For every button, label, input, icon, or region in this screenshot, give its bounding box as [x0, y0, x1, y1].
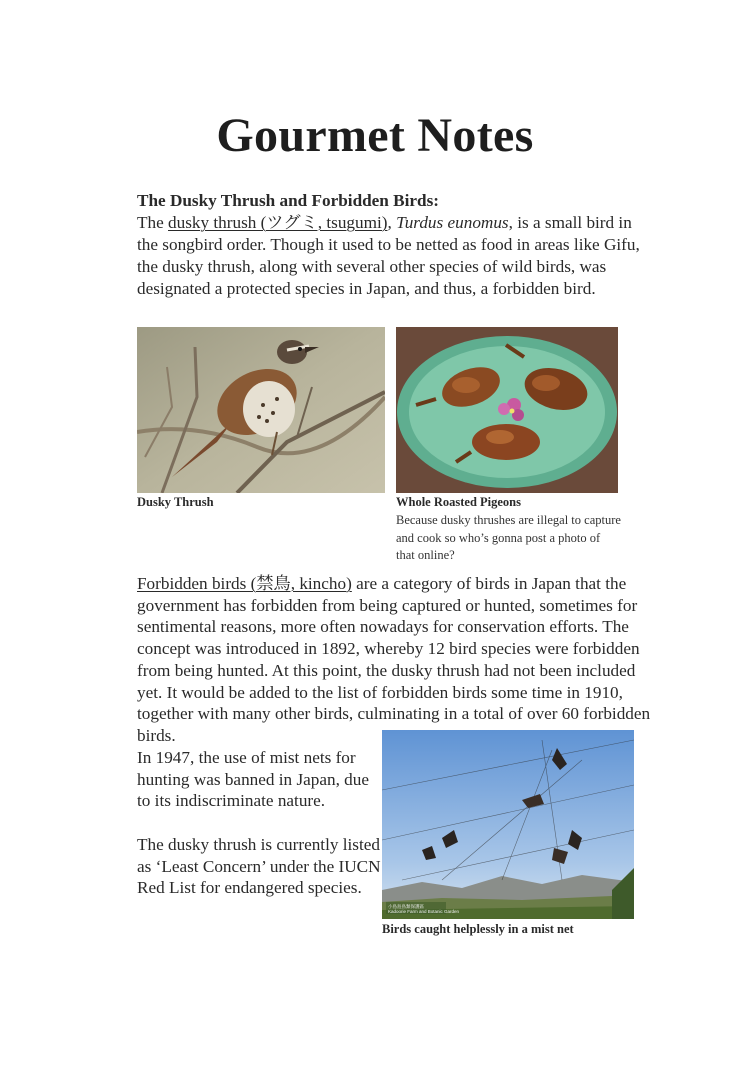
mist-net-photo [382, 730, 634, 919]
dusky-thrush-link[interactable]: dusky thrush (ツグミ, tsugumi) [168, 213, 388, 232]
mist-net-paragraph: In 1947, the use of mist nets for hunting was banned in Japan, due to its indiscriminate nature. [137, 748, 369, 811]
intro-comma: , [387, 213, 397, 232]
intro-lead: The [137, 213, 169, 232]
forbidden-birds-paragraph [137, 573, 657, 747]
dusky-thrush-caption: Dusky Thrush [137, 495, 214, 509]
intro-heading: The Dusky Thrush and Forbidden Birds: [137, 191, 440, 210]
mist-net-watermark-en: Kadoorie Farm and Botanic Garden [388, 909, 460, 914]
roasted-pigeons-caption: Whole Roasted Pigeons [396, 495, 521, 509]
mist-net-watermark-zh: 小島島鳥類保護區 [388, 904, 424, 909]
dusky-thrush-photo [137, 327, 385, 493]
page-title: Gourmet Notes [216, 109, 534, 162]
mist-net-caption: Birds caught helplessly in a mist net [382, 922, 574, 936]
species-name: Turdus eunomus [396, 213, 509, 232]
intro-paragraph [137, 212, 657, 300]
forbidden-birds-text: are a category of birds in Japan that the government has forbidden from being captured or hunted, sometimes for sentimental reasons, more often nowadays for conservation efforts. The concept was introduced in 1892, whereby 12 bird species were forbidden from being hunted. At this point, the dusky thrush had not been included yet. It would be added to the list of forbidden birds some time in 1910, together with many other birds, culminating in a total of over 60 forbidden birds. [137, 574, 651, 745]
intro-rest: , is a small bird in the songbird order. Though it used to be netted as food in areas like Gifu, the dusky thrush, along with several other species of wild birds, was designated a protected species in Japan, and thus, a forbidden bird. [137, 213, 640, 298]
intro-section [137, 190, 657, 300]
forbidden-birds-link[interactable]: Forbidden birds (禁鳥, kincho) [137, 574, 352, 593]
conservation-status-paragraph: The dusky thrush is currently listed as ‘Least Concern’ under the IUCN Red List for endangered species. [137, 835, 381, 898]
roasted-pigeons-note: Because dusky thrushes are illegal to capture and cook so who’s gonna post a photo of that online? [396, 513, 621, 562]
roasted-pigeons-photo [396, 327, 618, 493]
